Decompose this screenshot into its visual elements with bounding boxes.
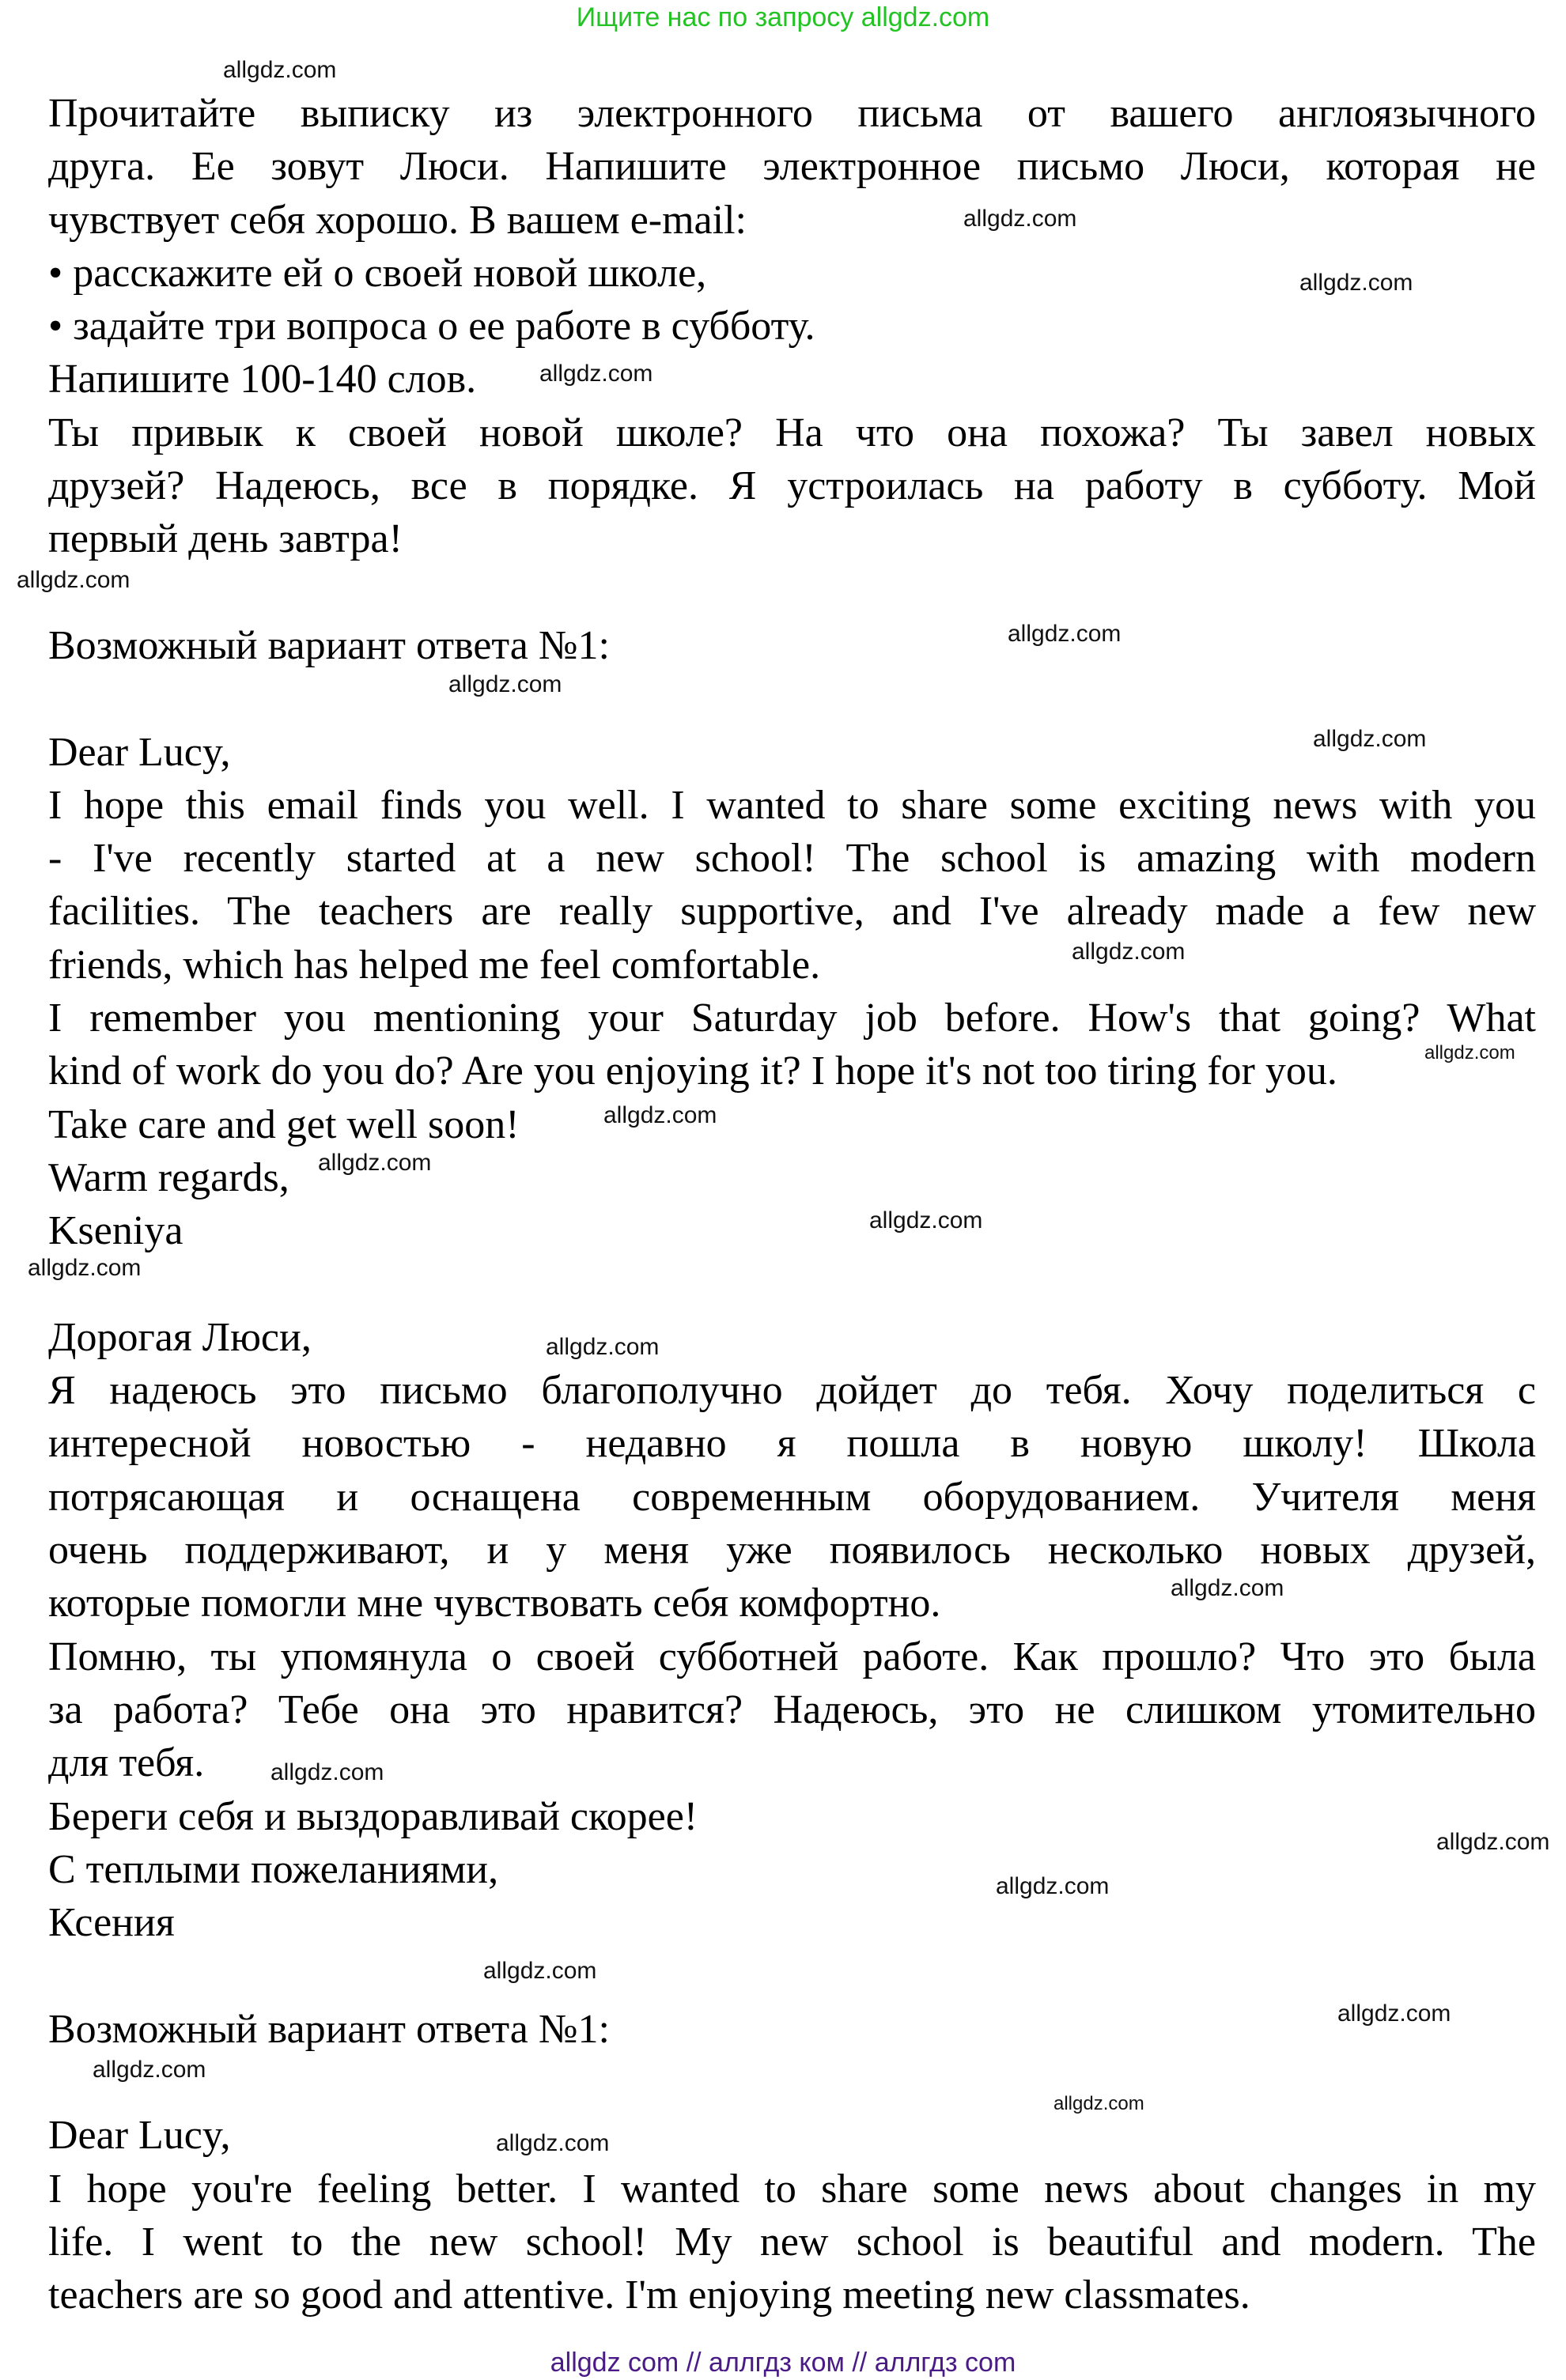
text-line: за работа? Тебе она это нравится? Надеюсь, это не слишком утомительно <box>48 1687 1536 1732</box>
watermark-text: allgdz.com <box>963 206 1077 232</box>
watermark-text: allgdz.com <box>1299 270 1413 296</box>
document-body <box>48 87 1536 2321</box>
text-line: • задайте три вопроса о ее работе в субботу. <box>48 304 815 349</box>
text-line: которые помогли мне чувствовать себя комфортно. <box>48 1581 941 1626</box>
text-line: С теплыми пожеланиями, <box>48 1846 499 1892</box>
site-footer-text: allgdz com // аллгдз ком // аллгдз com <box>550 2348 1016 2378</box>
text-line: I remember you mentioning your Saturday job before. How's that going? What <box>48 995 1536 1041</box>
text-line: Dear Lucy, <box>48 2113 231 2159</box>
text-line: очень поддерживают, и у меня уже появилось несколько новых друзей, <box>48 1528 1536 1573</box>
text-line: друга. Ее зовут Люси. Напишите электронное письмо Люси, которая не <box>48 144 1536 190</box>
text-line: друзей? Надеюсь, все в порядке. Я устроилась на работу в субботу. Мой <box>48 463 1536 509</box>
watermark-text: allgdz.com <box>1337 2000 1451 2027</box>
text-line: для тебя. <box>48 1740 205 1786</box>
watermark-text: allgdz.com <box>17 567 130 593</box>
watermark-text: allgdz.com <box>448 671 562 697</box>
text-line: kind of work do you do? Are you enjoying it? I hope it's not too tiring for you. <box>48 1048 1337 1094</box>
text-line: teachers are so good and attentive. I'm enjoying meeting new classmates. <box>48 2272 1250 2318</box>
blank-line <box>48 672 1536 725</box>
watermark-text: allgdz.com <box>869 1207 983 1233</box>
watermark-text: allgdz.com <box>318 1150 432 1176</box>
text-line: первый день завтра! <box>48 516 403 562</box>
text-line: Береги себя и выздоравливай скорее! <box>48 1793 698 1839</box>
text-line: Ты привык к своей новой школе? На что она похожа? Ты завел новых <box>48 410 1536 455</box>
text-line: Я надеюсь это письмо благополучно дойдет до тебя. Хочу поделиться с <box>48 1368 1536 1414</box>
watermark-text: allgdz.com <box>496 2130 610 2156</box>
watermark-text: allgdz.com <box>1313 726 1427 752</box>
text-line: Kseniya <box>48 1208 183 1254</box>
text-line: Помню, ты упомянула о своей субботней работе. Как прошло? Что это была <box>48 1634 1536 1679</box>
watermark-text: allgdz.com <box>93 2057 206 2083</box>
text-line: Ксения <box>48 1900 175 1946</box>
watermark-text: allgdz.com <box>28 1255 142 1281</box>
watermark-text: allgdz.com <box>1436 1829 1550 1855</box>
text-line: Take care and get well soon! <box>48 1101 520 1147</box>
text-line: потрясающая и оснащена современным оборудованием. Учителя меня <box>48 1474 1536 1520</box>
site-banner-text: Ищите нас по запросу allgdz.com <box>576 2 990 32</box>
blank-line <box>48 1258 1536 1311</box>
watermark-text: allgdz.com <box>603 1102 717 1128</box>
blank-line <box>48 1949 1536 2002</box>
text-line: Прочитайте выписку из электронного письма от вашего англоязычного <box>48 91 1536 136</box>
text-line: facilities. The teachers are really supportive, and I've already made a few new <box>48 889 1536 935</box>
watermark-text: allgdz.com <box>539 361 653 387</box>
watermark-text: allgdz.com <box>546 1334 660 1360</box>
watermark-text: allgdz.com <box>1072 939 1186 965</box>
text-line: Дорогая Люси, <box>48 1314 312 1360</box>
watermark-text: allgdz.com <box>1008 621 1122 647</box>
text-line: - I've recently started at a new school! The school is amazing with modern <box>48 836 1536 882</box>
text-line: интересной новостью - недавно я пошла в новую школу! Школа <box>48 1421 1536 1467</box>
watermark-text: allgdz.com <box>270 1759 384 1785</box>
text-line: Возможный вариант ответа №1: <box>48 622 610 668</box>
watermark-text: allgdz.com <box>1171 1575 1284 1601</box>
text-line: чувствует себя хорошо. В вашем e-mail: <box>48 197 747 243</box>
watermark-text: allgdz.com <box>483 1958 597 1984</box>
blank-line <box>48 566 1536 619</box>
text-line: Warm regards, <box>48 1154 289 1200</box>
blank-line <box>48 2056 1536 2109</box>
text-line: Напишите 100-140 слов. <box>48 357 477 402</box>
watermark-text: allgdz.com <box>1053 2093 1144 2114</box>
text-line: life. I went to the new school! My new school is beautiful and modern. The <box>48 2219 1536 2265</box>
watermark-text: allgdz.com <box>996 1873 1110 1899</box>
text-line: Возможный вариант ответа №1: <box>48 2006 610 2052</box>
watermark-text: allgdz.com <box>223 57 337 83</box>
text-line: friends, which has helped me feel comfortable. <box>48 942 821 988</box>
text-line: Dear Lucy, <box>48 729 231 775</box>
watermark-text: allgdz.com <box>1424 1042 1515 1063</box>
text-line: I hope you're feeling better. I wanted to share some news about changes in my <box>48 2166 1536 2212</box>
text-line: • расскажите ей о своей новой школе, <box>48 250 707 296</box>
text-line: I hope this email finds you well. I wanted to share some exciting news with you <box>48 782 1536 828</box>
